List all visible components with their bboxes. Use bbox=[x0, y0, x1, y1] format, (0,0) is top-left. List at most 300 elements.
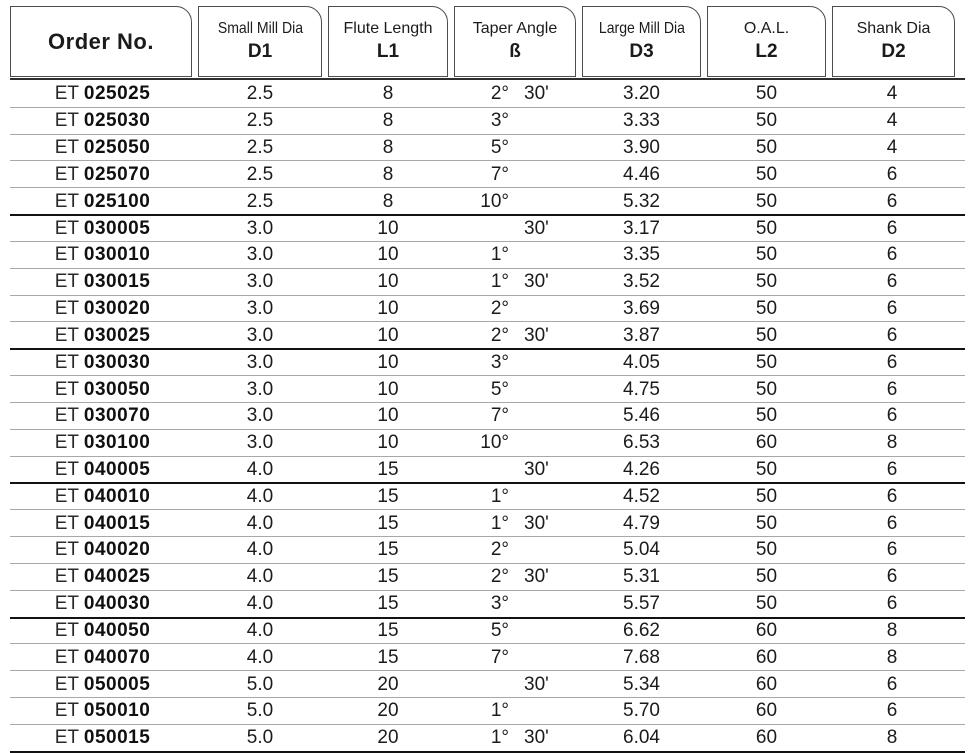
header-shank-dia-symbol: D2 bbox=[881, 41, 906, 63]
oal-cell: 50 bbox=[755, 539, 778, 561]
header-flute-length-label: Flute Length bbox=[343, 19, 433, 37]
table-row bbox=[10, 134, 965, 161]
flute-length-cell: 10 bbox=[377, 244, 399, 266]
taper-degrees bbox=[451, 460, 509, 479]
taper-degrees: 3° bbox=[490, 110, 509, 132]
order-prefix: ET bbox=[54, 271, 79, 293]
taper-minutes: 30' bbox=[524, 82, 549, 104]
table-row bbox=[10, 295, 965, 322]
table-row bbox=[10, 268, 965, 295]
flute-length-cell: 10 bbox=[377, 324, 399, 346]
header-taper-angle-label: Taper Angle bbox=[472, 19, 558, 37]
order-no-cell bbox=[10, 406, 195, 425]
taper-degrees: 10° bbox=[480, 190, 509, 212]
table-row bbox=[10, 456, 965, 483]
order-prefix: ET bbox=[54, 459, 79, 480]
oal-cell: 50 bbox=[755, 566, 778, 588]
taper-angle-cell bbox=[451, 648, 579, 667]
taper-degrees: 1° bbox=[490, 700, 509, 722]
taper-degrees: 5° bbox=[490, 620, 509, 642]
taper-minutes bbox=[524, 487, 579, 506]
order-number: 040070 bbox=[83, 646, 151, 668]
taper-degrees: 7° bbox=[490, 646, 509, 668]
taper-degrees: 1° bbox=[490, 486, 509, 508]
taper-degrees: 5° bbox=[490, 378, 509, 400]
taper-degrees: 7° bbox=[490, 405, 509, 427]
flute-length-cell: 10 bbox=[377, 271, 399, 293]
oal-cell: 50 bbox=[755, 190, 778, 212]
order-number: 040025 bbox=[83, 566, 151, 588]
flute-length-cell: 15 bbox=[377, 566, 399, 588]
taper-minutes: 30' bbox=[524, 218, 549, 240]
taper-degrees bbox=[451, 675, 509, 694]
taper-minutes bbox=[524, 165, 579, 184]
table-row bbox=[10, 107, 965, 134]
oal-cell: 50 bbox=[755, 405, 778, 427]
table-row bbox=[10, 697, 965, 724]
small-mill-dia-cell: 3.0 bbox=[246, 352, 274, 374]
small-mill-dia-cell: 3.0 bbox=[246, 405, 274, 427]
taper-minutes: 30' bbox=[524, 271, 549, 293]
taper-angle-cell bbox=[451, 675, 579, 694]
shank-dia-cell: 6 bbox=[886, 218, 898, 240]
flute-length-cell: 15 bbox=[377, 593, 399, 615]
shank-dia-cell: 6 bbox=[886, 459, 898, 480]
small-mill-dia-cell: 3.0 bbox=[246, 244, 274, 266]
order-no-cell bbox=[10, 192, 195, 211]
order-prefix: ET bbox=[54, 218, 79, 240]
taper-degrees: 2° bbox=[490, 298, 509, 320]
order-prefix: ET bbox=[54, 432, 79, 454]
table-row bbox=[10, 509, 965, 536]
table-row bbox=[10, 375, 965, 402]
taper-degrees: 10° bbox=[480, 432, 509, 454]
large-mill-dia-cell: 4.46 bbox=[623, 163, 660, 185]
table-row bbox=[10, 214, 965, 241]
order-prefix: ET bbox=[54, 163, 79, 185]
shank-dia-cell: 8 bbox=[886, 727, 898, 749]
shank-dia-cell: 6 bbox=[886, 244, 898, 266]
taper-minutes bbox=[524, 245, 579, 264]
header-oal bbox=[707, 6, 826, 77]
oal-cell: 50 bbox=[755, 82, 778, 104]
taper-angle-cell bbox=[451, 245, 579, 264]
order-no-cell bbox=[10, 540, 195, 559]
flute-length-cell: 15 bbox=[377, 459, 399, 480]
order-prefix: ET bbox=[54, 110, 79, 132]
table-row bbox=[10, 80, 965, 107]
small-mill-dia-cell: 5.0 bbox=[246, 673, 274, 695]
flute-length-cell: 20 bbox=[377, 727, 399, 749]
order-prefix: ET bbox=[54, 727, 79, 749]
order-no-cell bbox=[10, 514, 195, 533]
oal-cell: 50 bbox=[755, 459, 778, 480]
large-mill-dia-cell: 3.33 bbox=[623, 110, 660, 132]
taper-angle-cell bbox=[451, 380, 579, 399]
order-no-cell bbox=[10, 380, 195, 399]
header-large-mill-dia-symbol: D3 bbox=[629, 41, 654, 63]
order-number: 040030 bbox=[83, 593, 151, 615]
order-number: 040050 bbox=[83, 620, 151, 642]
order-no-cell bbox=[10, 299, 195, 318]
oal-cell: 60 bbox=[755, 673, 778, 695]
flute-length-cell: 8 bbox=[382, 190, 394, 212]
taper-minutes: 30' bbox=[524, 673, 549, 695]
order-no-cell bbox=[10, 111, 195, 130]
taper-minutes bbox=[524, 138, 579, 157]
taper-minutes bbox=[524, 621, 579, 640]
oal-cell: 50 bbox=[755, 298, 778, 320]
order-no-cell bbox=[10, 487, 195, 506]
small-mill-dia-cell: 3.0 bbox=[246, 298, 274, 320]
order-number: 030005 bbox=[83, 218, 151, 240]
order-number: 030030 bbox=[83, 352, 151, 374]
taper-degrees: 2° bbox=[490, 566, 509, 588]
order-number: 040010 bbox=[83, 486, 151, 508]
order-number: 030050 bbox=[83, 378, 151, 400]
taper-angle-cell bbox=[451, 353, 579, 372]
oal-cell: 50 bbox=[755, 271, 778, 293]
flute-length-cell: 15 bbox=[377, 486, 399, 508]
taper-degrees: 2° bbox=[490, 82, 509, 104]
small-mill-dia-cell: 4.0 bbox=[246, 620, 274, 642]
order-no-cell bbox=[10, 701, 195, 720]
taper-angle-cell bbox=[451, 406, 579, 425]
taper-degrees: 7° bbox=[490, 163, 509, 185]
header-oal-symbol: L2 bbox=[755, 41, 778, 63]
large-mill-dia-cell: 6.53 bbox=[623, 432, 660, 454]
taper-degrees: 2° bbox=[490, 324, 509, 346]
taper-degrees: 1° bbox=[490, 512, 509, 534]
oal-cell: 50 bbox=[755, 324, 778, 346]
header-shank-dia-label: Shank Dia bbox=[856, 19, 931, 37]
small-mill-dia-cell: 3.0 bbox=[246, 432, 274, 454]
order-no-cell bbox=[10, 594, 195, 613]
taper-angle-cell bbox=[451, 326, 579, 345]
taper-minutes bbox=[524, 111, 579, 130]
order-number: 030015 bbox=[83, 271, 151, 293]
flute-length-cell: 10 bbox=[377, 378, 399, 400]
header-oal-label: O.A.L. bbox=[743, 19, 790, 37]
table-row bbox=[10, 241, 965, 268]
shank-dia-cell: 6 bbox=[886, 700, 898, 722]
taper-angle-cell bbox=[451, 299, 579, 318]
header-small-mill-dia-label: Small Mill Dia bbox=[217, 19, 303, 37]
large-mill-dia-cell: 5.57 bbox=[623, 593, 660, 615]
taper-minutes bbox=[524, 648, 579, 667]
taper-angle-cell bbox=[451, 728, 579, 747]
order-prefix: ET bbox=[54, 539, 79, 561]
table-row bbox=[10, 160, 965, 187]
shank-dia-cell: 8 bbox=[886, 646, 898, 668]
order-prefix: ET bbox=[54, 700, 79, 722]
order-no-cell bbox=[10, 84, 195, 103]
shank-dia-cell: 8 bbox=[886, 620, 898, 642]
large-mill-dia-cell: 3.35 bbox=[623, 244, 660, 266]
order-number: 040020 bbox=[83, 539, 151, 561]
oal-cell: 50 bbox=[755, 218, 778, 240]
taper-minutes bbox=[524, 299, 579, 318]
large-mill-dia-cell: 3.69 bbox=[623, 298, 660, 320]
taper-angle-cell bbox=[451, 540, 579, 559]
shank-dia-cell: 6 bbox=[886, 566, 898, 588]
taper-minutes bbox=[524, 406, 579, 425]
order-prefix: ET bbox=[54, 646, 79, 668]
taper-angle-cell bbox=[451, 433, 579, 452]
large-mill-dia-cell: 7.68 bbox=[623, 646, 660, 668]
taper-angle-cell bbox=[451, 621, 579, 640]
header-large-mill-dia-label: Large Mill Dia bbox=[598, 19, 685, 37]
small-mill-dia-cell: 2.5 bbox=[246, 110, 274, 132]
oal-cell: 50 bbox=[755, 137, 778, 159]
flute-length-cell: 8 bbox=[382, 110, 394, 132]
taper-degrees: 3° bbox=[490, 593, 509, 615]
taper-angle-cell bbox=[451, 567, 579, 586]
order-number: 030025 bbox=[83, 324, 151, 346]
taper-minutes bbox=[524, 594, 579, 613]
order-prefix: ET bbox=[54, 486, 79, 508]
flute-length-cell: 10 bbox=[377, 218, 399, 240]
header-large-mill-dia bbox=[582, 6, 701, 77]
order-no-cell bbox=[10, 272, 195, 291]
order-number: 025025 bbox=[83, 82, 151, 104]
header-taper-angle bbox=[454, 6, 576, 77]
order-no-cell bbox=[10, 165, 195, 184]
taper-angle-cell bbox=[451, 594, 579, 613]
order-number: 025070 bbox=[83, 163, 151, 185]
taper-degrees: 2° bbox=[490, 539, 509, 561]
table-row bbox=[10, 429, 965, 456]
taper-angle-cell bbox=[451, 138, 579, 157]
order-prefix: ET bbox=[54, 244, 79, 266]
small-mill-dia-cell: 3.0 bbox=[246, 378, 274, 400]
header-taper-angle-symbol: ß bbox=[509, 41, 521, 63]
taper-minutes bbox=[524, 353, 579, 372]
taper-minutes bbox=[524, 380, 579, 399]
shank-dia-cell: 4 bbox=[886, 110, 898, 132]
shank-dia-cell: 6 bbox=[886, 539, 898, 561]
order-prefix: ET bbox=[54, 512, 79, 534]
order-no-cell bbox=[10, 567, 195, 586]
order-prefix: ET bbox=[54, 378, 79, 400]
order-number: 030020 bbox=[83, 298, 151, 320]
order-prefix: ET bbox=[54, 620, 79, 642]
shank-dia-cell: 4 bbox=[886, 82, 898, 104]
table-row bbox=[10, 321, 965, 348]
order-prefix: ET bbox=[54, 566, 79, 588]
order-prefix: ET bbox=[54, 190, 79, 212]
header-order-no-label: Order No. bbox=[48, 28, 154, 54]
large-mill-dia-cell: 3.52 bbox=[623, 271, 660, 293]
small-mill-dia-cell: 4.0 bbox=[246, 593, 274, 615]
order-prefix: ET bbox=[54, 405, 79, 427]
small-mill-dia-cell: 2.5 bbox=[246, 137, 274, 159]
large-mill-dia-cell: 3.87 bbox=[623, 324, 660, 346]
taper-minutes: 30' bbox=[524, 512, 549, 534]
flute-length-cell: 10 bbox=[377, 298, 399, 320]
oal-cell: 50 bbox=[755, 110, 778, 132]
flute-length-cell: 20 bbox=[377, 673, 399, 695]
taper-angle-cell bbox=[451, 165, 579, 184]
order-number: 050015 bbox=[83, 727, 151, 749]
order-prefix: ET bbox=[54, 593, 79, 615]
oal-cell: 50 bbox=[755, 244, 778, 266]
shank-dia-cell: 6 bbox=[886, 324, 898, 346]
header-flute-length-symbol: L1 bbox=[376, 41, 400, 63]
order-no-cell bbox=[10, 621, 195, 640]
table-row bbox=[10, 187, 965, 214]
shank-dia-cell: 6 bbox=[886, 512, 898, 534]
oal-cell: 50 bbox=[755, 163, 778, 185]
flute-length-cell: 10 bbox=[377, 405, 399, 427]
flute-length-cell: 15 bbox=[377, 539, 399, 561]
order-number: 025030 bbox=[83, 110, 151, 132]
small-mill-dia-cell: 3.0 bbox=[246, 218, 274, 240]
shank-dia-cell: 6 bbox=[886, 593, 898, 615]
table-row bbox=[10, 617, 965, 644]
small-mill-dia-cell: 4.0 bbox=[246, 512, 274, 534]
small-mill-dia-cell: 4.0 bbox=[246, 566, 274, 588]
order-prefix: ET bbox=[54, 352, 79, 374]
small-mill-dia-cell: 3.0 bbox=[246, 271, 274, 293]
header-order-no bbox=[10, 6, 192, 77]
order-no-cell bbox=[10, 460, 195, 479]
large-mill-dia-cell: 5.04 bbox=[623, 539, 660, 561]
taper-angle-cell bbox=[451, 460, 579, 479]
large-mill-dia-cell: 5.46 bbox=[623, 405, 660, 427]
oal-cell: 60 bbox=[755, 700, 778, 722]
order-number: 050005 bbox=[83, 673, 151, 695]
header-shank-dia bbox=[832, 6, 955, 77]
shank-dia-cell: 6 bbox=[886, 271, 898, 293]
order-no-cell bbox=[10, 219, 195, 238]
small-mill-dia-cell: 2.5 bbox=[246, 163, 274, 185]
oal-cell: 50 bbox=[755, 593, 778, 615]
large-mill-dia-cell: 5.32 bbox=[623, 190, 660, 212]
taper-degrees: 3° bbox=[490, 352, 509, 374]
taper-angle-cell bbox=[451, 701, 579, 720]
oal-cell: 50 bbox=[755, 378, 778, 400]
table-row bbox=[10, 724, 965, 751]
small-mill-dia-cell: 3.0 bbox=[246, 324, 274, 346]
order-number: 030100 bbox=[83, 432, 151, 454]
table-row bbox=[10, 670, 965, 697]
large-mill-dia-cell: 6.04 bbox=[623, 727, 660, 749]
large-mill-dia-cell: 4.05 bbox=[623, 352, 660, 374]
taper-angle-cell bbox=[451, 272, 579, 291]
shank-dia-cell: 6 bbox=[886, 298, 898, 320]
header-flute-length bbox=[328, 6, 448, 77]
shank-dia-cell: 4 bbox=[886, 137, 898, 159]
large-mill-dia-cell: 5.31 bbox=[623, 566, 660, 588]
order-number: 030070 bbox=[83, 405, 151, 427]
oal-cell: 50 bbox=[755, 486, 778, 508]
order-prefix: ET bbox=[54, 673, 79, 695]
shank-dia-cell: 6 bbox=[886, 486, 898, 508]
table-row bbox=[10, 643, 965, 670]
taper-degrees: 5° bbox=[490, 137, 509, 159]
order-number: 050010 bbox=[83, 700, 151, 722]
shank-dia-cell: 6 bbox=[886, 352, 898, 374]
large-mill-dia-cell: 4.52 bbox=[623, 486, 660, 508]
oal-cell: 60 bbox=[755, 620, 778, 642]
large-mill-dia-cell: 5.34 bbox=[623, 673, 660, 695]
flute-length-cell: 10 bbox=[377, 352, 399, 374]
flute-length-cell: 15 bbox=[377, 512, 399, 534]
flute-length-cell: 15 bbox=[377, 620, 399, 642]
order-number: 025050 bbox=[83, 137, 151, 159]
order-no-cell bbox=[10, 728, 195, 747]
order-number: 025100 bbox=[83, 190, 151, 212]
oal-cell: 50 bbox=[755, 512, 778, 534]
large-mill-dia-cell: 4.26 bbox=[623, 459, 660, 480]
small-mill-dia-cell: 4.0 bbox=[246, 646, 274, 668]
flute-length-cell: 8 bbox=[382, 163, 394, 185]
shank-dia-cell: 8 bbox=[886, 432, 898, 454]
large-mill-dia-cell: 3.17 bbox=[623, 218, 660, 240]
order-no-cell bbox=[10, 648, 195, 667]
taper-minutes bbox=[524, 192, 579, 211]
large-mill-dia-cell: 3.20 bbox=[623, 82, 660, 104]
taper-minutes bbox=[524, 701, 579, 720]
shank-dia-cell: 6 bbox=[886, 163, 898, 185]
taper-minutes: 30' bbox=[524, 727, 549, 749]
flute-length-cell: 20 bbox=[377, 700, 399, 722]
oal-cell: 60 bbox=[755, 727, 778, 749]
order-no-cell bbox=[10, 675, 195, 694]
large-mill-dia-cell: 3.90 bbox=[623, 137, 660, 159]
table-row bbox=[10, 402, 965, 429]
small-mill-dia-cell: 4.0 bbox=[246, 459, 274, 480]
shank-dia-cell: 6 bbox=[886, 673, 898, 695]
taper-angle-cell bbox=[451, 192, 579, 211]
shank-dia-cell: 6 bbox=[886, 378, 898, 400]
order-no-cell bbox=[10, 326, 195, 345]
large-mill-dia-cell: 4.75 bbox=[623, 378, 660, 400]
taper-angle-cell bbox=[451, 219, 579, 238]
taper-angle-cell bbox=[451, 111, 579, 130]
taper-degrees bbox=[451, 219, 509, 238]
taper-minutes: 30' bbox=[524, 566, 549, 588]
shank-dia-cell: 6 bbox=[886, 190, 898, 212]
table-body bbox=[10, 78, 965, 753]
order-number: 030010 bbox=[83, 244, 151, 266]
small-mill-dia-cell: 5.0 bbox=[246, 727, 274, 749]
taper-minutes bbox=[524, 540, 579, 559]
shank-dia-cell: 6 bbox=[886, 405, 898, 427]
order-prefix: ET bbox=[54, 298, 79, 320]
taper-minutes bbox=[524, 433, 579, 452]
order-number: 040015 bbox=[83, 512, 151, 534]
taper-angle-cell bbox=[451, 487, 579, 506]
flute-length-cell: 8 bbox=[382, 137, 394, 159]
table-row bbox=[10, 590, 965, 617]
order-no-cell bbox=[10, 138, 195, 157]
taper-minutes: 30' bbox=[524, 459, 549, 480]
taper-degrees: 1° bbox=[490, 727, 509, 749]
table-row bbox=[10, 563, 965, 590]
order-no-cell bbox=[10, 433, 195, 452]
table-row bbox=[10, 348, 965, 375]
small-mill-dia-cell: 2.5 bbox=[246, 190, 274, 212]
small-mill-dia-cell: 2.5 bbox=[246, 82, 274, 104]
taper-angle-cell bbox=[451, 84, 579, 103]
order-no-cell bbox=[10, 245, 195, 264]
small-mill-dia-cell: 5.0 bbox=[246, 700, 274, 722]
taper-minutes: 30' bbox=[524, 324, 549, 346]
order-prefix: ET bbox=[54, 324, 79, 346]
small-mill-dia-cell: 4.0 bbox=[246, 486, 274, 508]
